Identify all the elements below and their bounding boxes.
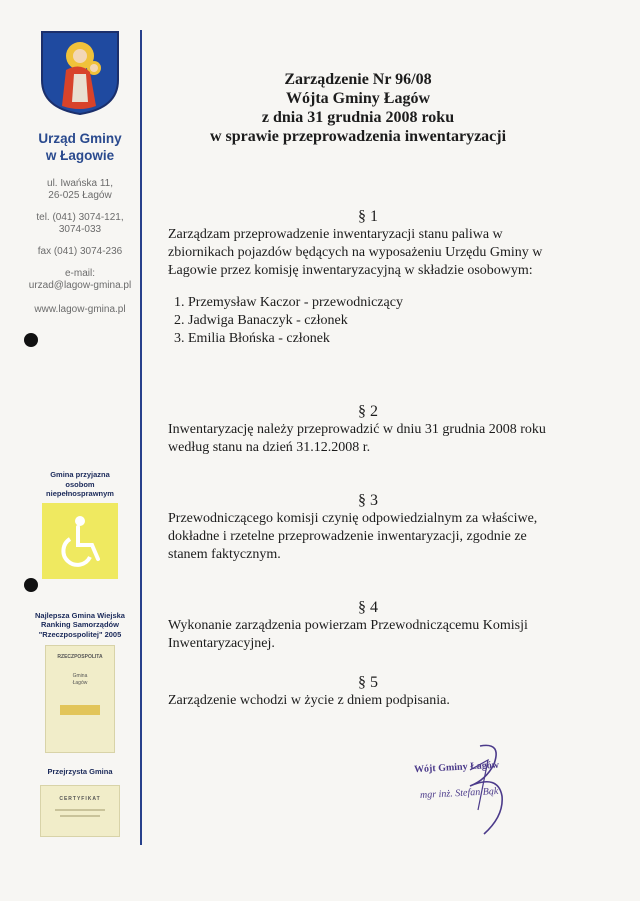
office-name — [22, 130, 138, 164]
section-4 — [168, 599, 568, 653]
signature-stamp-name: mgr inż. Stefan Bąk — [419, 785, 499, 802]
title-line3: z dnia 31 grudnia 2008 roku — [261, 109, 455, 126]
committee-list — [168, 294, 568, 348]
section-heading: § 2 — [358, 403, 378, 420]
certificate-line — [55, 809, 105, 811]
list-item: 1. Przemysław Kaczor - przewodniczący — [188, 294, 568, 312]
accessibility-caption-line2: osobom — [65, 479, 95, 489]
address — [22, 178, 138, 202]
phone — [22, 212, 138, 236]
office-name-line1: Urząd Gminy — [38, 131, 122, 146]
accessibility-caption — [22, 470, 138, 499]
ranking-certificate — [45, 645, 115, 753]
ranking-caption-line3: "Rzeczpospolitej" 2005 — [38, 629, 122, 639]
handwritten-signature-icon — [440, 740, 530, 840]
signature-stamp-position: Wójt Gminy Łagów — [413, 759, 500, 776]
list-item: 3. Emilia Błońska - członek — [188, 330, 568, 348]
transparency-certificate-header: CERTYFIKAT — [59, 795, 101, 802]
ranking-caption-line2: Ranking Samorządów — [41, 620, 119, 629]
section-heading: § 3 — [358, 492, 378, 509]
address-line1: ul. Iwańska 11, — [47, 178, 113, 189]
ranking-certificate-line2: Łagów — [72, 680, 88, 686]
email-block — [22, 268, 138, 292]
transparency-certificate — [40, 785, 120, 837]
email-label: e-mail: — [64, 268, 95, 279]
office-name-line2: w Łagowie — [45, 148, 115, 163]
section-heading: § 1 — [358, 208, 378, 225]
section-text: Zarządzenie wchodzi w życie z dniem podpisania. — [168, 693, 450, 708]
accessibility-badge — [42, 503, 118, 579]
transparency-caption: Przejrzysta Gmina — [47, 767, 113, 776]
ranking-caption-line1: Najlepsza Gmina Wiejska — [35, 610, 125, 620]
sidebar-divider — [140, 30, 142, 845]
certificate-ribbon — [60, 705, 100, 715]
section-text: Przewodniczącego komisji czynię odpowiedzialnym za właściwe, dokładne i rzetelne przeprowadzenie inwentaryzacji, zgodnie ze stanem faktycznym. — [168, 511, 538, 562]
document-title — [168, 70, 548, 146]
coat-of-arms-icon — [40, 30, 120, 116]
section-1 — [168, 208, 568, 348]
title-line4: w sprawie przeprowadzenia inwentaryzacji — [209, 128, 507, 145]
address-line2: 26-025 Łagów — [48, 190, 112, 201]
website: www.lagow-gmina.pl — [34, 304, 126, 315]
ranking-certificate-header: RZECZPOSPOLITA — [57, 654, 103, 660]
certificate-line — [60, 815, 100, 817]
section-5 — [168, 674, 568, 710]
section-heading: § 4 — [358, 599, 378, 616]
wheelchair-icon — [42, 503, 118, 579]
phone-line2: 3074-033 — [58, 224, 102, 235]
letterhead-sidebar — [22, 30, 138, 837]
section-text: Inwentaryzację należy przeprowadzić w dniu 31 grudnia 2008 roku według stanu na dzień 31.12.2008 r. — [168, 422, 546, 455]
section-3 — [168, 492, 568, 564]
phone-line1: tel. (041) 3074-121, — [36, 212, 124, 223]
section-text: Wykonanie zarządzenia powierzam Przewodniczącemu Komisji Inwentaryzacyjnej. — [168, 618, 528, 651]
title-line2: Wójta Gminy Łagów — [286, 90, 430, 107]
ranking-certificate-line1: Gmina — [72, 673, 88, 679]
accessibility-caption-line1: Gmina przyjazna — [50, 470, 110, 479]
fax: fax (041) 3074-236 — [37, 246, 123, 257]
title-line1: Zarządzenie Nr 96/08 — [284, 71, 432, 88]
section-2 — [168, 403, 568, 457]
ranking-caption — [22, 611, 138, 640]
accessibility-caption-line3: niepełnosprawnym — [46, 489, 114, 498]
email-address: urzad@lagow-gmina.pl — [28, 280, 132, 291]
section-heading: § 5 — [358, 674, 378, 691]
section-text: Zarządzam przeprowadzenie inwentaryzacji stanu paliwa w zbiornikach pojazdów będących na wyposażeniu Urzędu Gminy w Łagowie przez komisję inwentaryzacyjną w składzie osobowym: — [168, 227, 543, 278]
list-item: 2. Jadwiga Banaczyk - członek — [188, 312, 568, 330]
